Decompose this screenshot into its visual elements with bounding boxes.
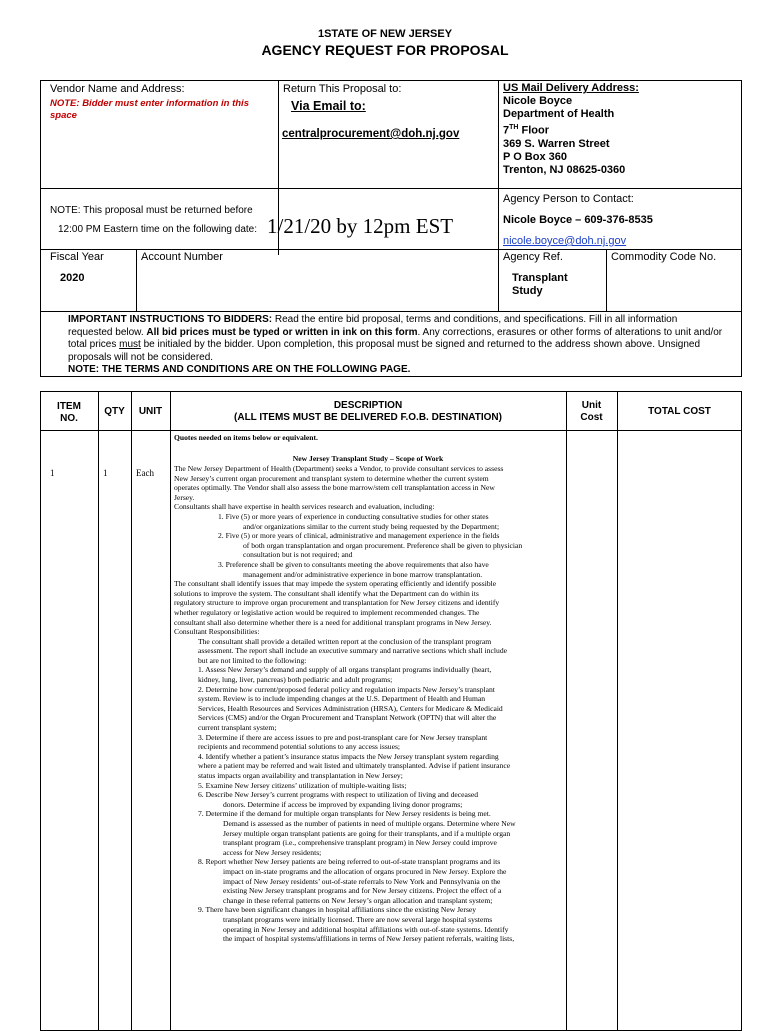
item-no-value: 1 <box>50 468 55 478</box>
description-line: and/or organizations similar to the current study being requested by the Department; <box>243 521 500 531</box>
description-line: transplant programs were initially licensed. There are now several large hospital systems <box>223 914 493 924</box>
description-line: Services, Health Resources and Services Administration (HRSA), Centers for Medicare & Medicaid <box>198 703 503 713</box>
return-note-line2: 12:00 PM Eastern time on the following date: <box>58 224 258 235</box>
quotes-note: Quotes needed on items below or equivalent. <box>174 433 318 442</box>
mail-delivery-block <box>503 82 739 177</box>
scope-description <box>174 464 564 944</box>
mail-label: US Mail Delivery Address: <box>503 82 639 94</box>
description-line: current transplant system; <box>198 723 277 733</box>
description-line: regulatory structure to improve organ procurement and transplantation for New Jersey citizens and identify <box>174 598 500 608</box>
fiscal-year-value: 2020 <box>60 272 85 284</box>
description-line: kidney, lung, liver, pancreas) both pediatric and adult programs; <box>198 675 393 685</box>
description-line: impact on in-state programs and the allocation of organs procured in New Jersey. Explore the <box>223 866 507 876</box>
description-line: Jersey. <box>174 492 195 502</box>
description-line: 1. Assess New Jersey’s demand and supply of all organs transplant programs individually (heart, <box>198 665 492 675</box>
description-line: of both organ transplantation and organ procurement. Preference shall be given to physician <box>243 540 523 550</box>
description-line: access for New Jersey residents; <box>223 847 322 857</box>
description-line: change in these referral patterns on New Jersey’s organ allocation and transplant system; <box>223 895 493 905</box>
return-to-label: Return This Proposal to: <box>283 83 402 95</box>
via-email-label: Via Email to: <box>291 99 366 113</box>
description-line: operating in New Jersey and additional hospital affiliations with out-of-state systems. Identify <box>223 924 509 934</box>
mail-line-street: 369 S. Warren Street <box>503 137 610 150</box>
description-line: consultant shall also determine whether there is a need for additional transplant programs in New Jersey. <box>174 617 492 627</box>
contact-label: Agency Person to Contact: <box>503 193 634 205</box>
mail-line-city: Trenton, NJ 08625-0360 <box>503 163 626 176</box>
mail-line-dept: Department of Health <box>503 108 615 120</box>
description-line: The New Jersey Department of Health (Department) seeks a Vendor, to provide consultant services to assess <box>174 464 504 473</box>
fiscal-year-label: Fiscal Year <box>50 251 104 263</box>
col-qty: QTY <box>104 406 125 417</box>
description-line: consultation but is not required; and <box>243 550 353 560</box>
bidder-instructions: IMPORTANT INSTRUCTIONS TO BIDDERS: Read the entire bid proposal, terms and conditions, and specifications. Fill in all information requested below. All bid prices must be typed or written in ink on this form. Any corrections, erasures or other forms of alterations to unit and/or total prices must be initialed by the bidder. Upon completion, this proposal must be signed and returned to the address shown above. Unsigned proposals will not be considered. NOTE: THE TERMS AND CONDITIONS ARE ON THE FOLLOWING PAGE. <box>68 314 723 375</box>
description-line: whether regulatory or legislative action would be required to implement recommended changes. The <box>174 607 480 617</box>
description-line: recipients and recommend potential solutions to any access issues; <box>198 742 401 752</box>
return-note-line1: NOTE: This proposal must be returned before <box>50 205 253 216</box>
description-line: status impacts organ availability and transplantation in New Jersey; <box>198 771 403 780</box>
description-line: Jersey multiple organ transplant patients are going for their transplants, and if a multiple organ <box>223 828 511 838</box>
description-line: solutions to improve the system. The consultant shall identify what the Department can do within its <box>174 588 479 598</box>
return-email-link[interactable]: centralprocurement@doh.nj.gov <box>282 128 460 140</box>
description-line: 9. There have been significant changes in hospital affiliations since the existing New Jersey <box>198 905 477 915</box>
col-unit: UNIT <box>138 406 163 417</box>
col-item-no: ITEM NO. <box>57 401 81 424</box>
description-line: assessment. The report shall include an executive summary and narrative sections which shall include <box>198 646 508 656</box>
description-line: where a patient may be referred and wait listed and ultimately transplanted. Advise if patient insurance <box>198 761 511 771</box>
description-line: 4. Identify whether a patient’s insurance status impacts the New Jersey transplant system regarding <box>198 751 499 761</box>
description-line: system. Review is to include impending changes at the U.S. Department of Health and Human <box>198 694 486 704</box>
col-unit-cost: Unit Cost <box>580 400 603 423</box>
unit-value: Each <box>136 468 154 478</box>
agency-ref-label: Agency Ref. <box>503 251 563 263</box>
mail-line-floor: 7TH Floor <box>503 124 550 137</box>
description-line: transplant program (i.e., comprehensive transplant program) in New Jersey could improve <box>223 838 497 848</box>
description-line: but are not limited to the following: <box>198 655 307 665</box>
return-deadline: 1/21/20 by 12pm EST <box>267 214 454 238</box>
scope-title: New Jersey Transplant Study – Scope of Work <box>292 454 444 463</box>
description-line: 2. Five (5) or more years of clinical, administrative and management experience in the fields <box>218 531 500 541</box>
commodity-code-label: Commodity Code No. <box>611 251 717 263</box>
description-line: the impact of hospital systems/affiliations in terms of New Jersey patient referrals, waiting lists, <box>223 934 515 944</box>
description-line: 8. Report whether New Jersey patients are being referred to out-of-state transplant programs and its <box>198 857 501 867</box>
description-line: existing New Jersey transplant programs and for New Jersey citizens. Project the effect of a <box>223 886 502 896</box>
description-line: Consultants shall have expertise in health services research and evaluation, including: <box>174 502 435 512</box>
description-line: 6. Describe New Jersey’s current programs with respect to utilization of living and deceased <box>198 790 479 800</box>
agency-ref-value: Transplant Study <box>512 272 568 297</box>
description-line: 1. Five (5) or more years of experience in conducting consultative studies for other states <box>218 511 489 521</box>
contact-name-phone: Nicole Boyce – 609-376-8535 <box>503 214 653 226</box>
description-line: The consultant shall identify issues that may impede the system operating efficiently and identify possible <box>174 579 497 589</box>
doc-title: AGENCY REQUEST FOR PROPOSAL <box>261 42 509 58</box>
account-number-label: Account Number <box>141 251 223 263</box>
description-line: donors. Determine if access be improved by expanding living donor programs; <box>223 799 463 809</box>
col-description: DESCRIPTION (ALL ITEMS MUST BE DELIVERED F.O.B. DESTINATION) <box>234 400 502 423</box>
description-line: New Jersey’s current organ procurement and transplant system to determine whether the current system <box>174 473 489 483</box>
description-line: 3. Preference shall be given to consultants meeting the above requirements that also have <box>218 559 489 569</box>
description-line: impact of New Jersey residents’ out-of-state referrals to New York and Pennsylvania on the <box>223 876 501 886</box>
mail-line-name: Nicole Boyce <box>503 95 573 107</box>
description-line: 5. Examine New Jersey citizens’ utilization of multiple-waiting lists; <box>198 780 407 790</box>
mail-line-pobox: P O Box 360 <box>503 150 567 163</box>
terms-note: NOTE: THE TERMS AND CONDITIONS ARE ON THE FOLLOWING PAGE. <box>68 364 411 375</box>
description-line: 2. Determine how current/proposed federal policy and regulation impacts New Jersey’s transplant <box>198 684 495 694</box>
description-line: 7. Determine if the demand for multiple organ transplants for New Jersey residents is being met. <box>198 809 491 819</box>
description-line: The consultant shall provide a detailed written report at the conclusion of the transplant program <box>198 636 492 646</box>
vendor-label: Vendor Name and Address: <box>50 83 185 95</box>
contact-email-link[interactable]: nicole.boyce@doh.nj.gov <box>503 235 627 247</box>
vendor-note: NOTE: Bidder must enter information in this space <box>50 98 249 121</box>
description-line: Services (CMS) and/or the Organ Procurement and Transplant Network (OPTN) that will alter the <box>198 713 497 723</box>
description-line: Demand is assessed as the number of patients in need of multiple organs. Determine where New <box>223 818 516 828</box>
description-line: 3. Determine if there are access issues to pre and post-transplant care for New Jersey transplant <box>198 732 488 742</box>
description-line: Consultant Responsibilities: <box>174 627 260 637</box>
doc-header-state: 1STATE OF NEW JERSEY <box>317 28 453 40</box>
description-line: operates optimally. The Vendor shall also assess the bone marrow/stem cell transplantation access in New <box>174 483 495 493</box>
description-line: management and/or administrative experience in bone marrow transplantation. <box>243 569 483 579</box>
qty-value: 1 <box>103 468 108 478</box>
col-total-cost: TOTAL COST <box>648 406 711 417</box>
